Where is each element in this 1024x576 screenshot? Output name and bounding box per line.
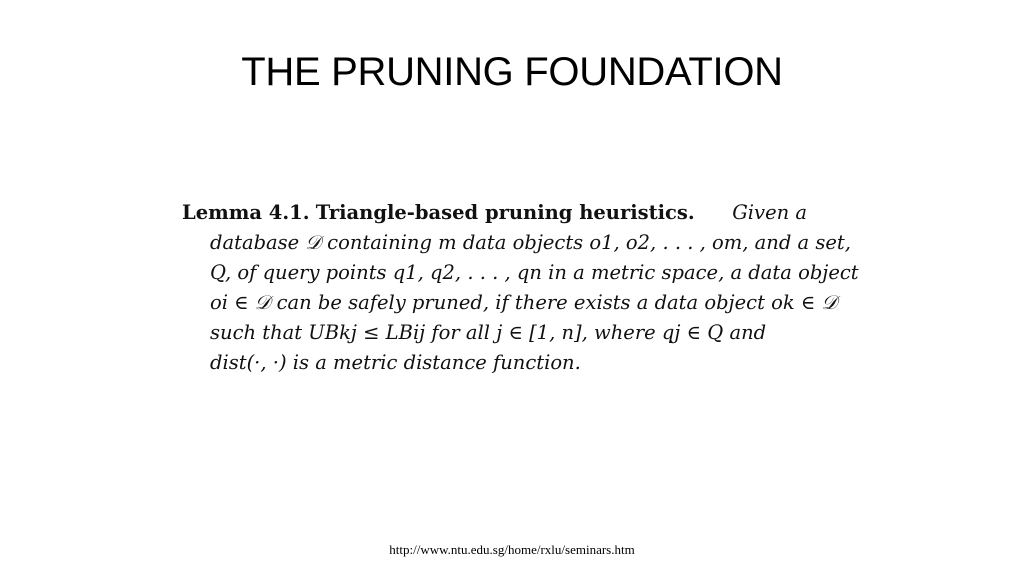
lemma-text-line-5: such that UBkj ≤ LBij for all j ∈ [1, n], where qj ∈ Q and	[210, 321, 767, 344]
lemma-text-line-2: database 𝒟 containing m data objects o1, o2, . . . , om, and a set,	[210, 231, 851, 254]
lemma-text-line-3: Q, of query points q1, q2, . . . , qn in a metric space, a data object	[210, 261, 859, 284]
footer-url: http://www.ntu.edu.sg/home/rxlu/seminars.htm	[389, 542, 635, 557]
lemma-text-line-4: oi ∈ 𝒟 can be safely pruned, if there exists a data object ok ∈ 𝒟	[210, 291, 838, 314]
lemma-heading: Lemma 4.1. Triangle-based pruning heuristics.	[182, 201, 695, 224]
lemma-line-1	[182, 198, 807, 228]
lemma-figure	[182, 198, 859, 378]
slide-title: THE PRUNING FOUNDATION	[241, 50, 783, 94]
lemma-text-line-6: dist(·, ·) is a metric distance function.	[210, 351, 581, 374]
lemma-text-line-1: Given a	[732, 201, 807, 224]
